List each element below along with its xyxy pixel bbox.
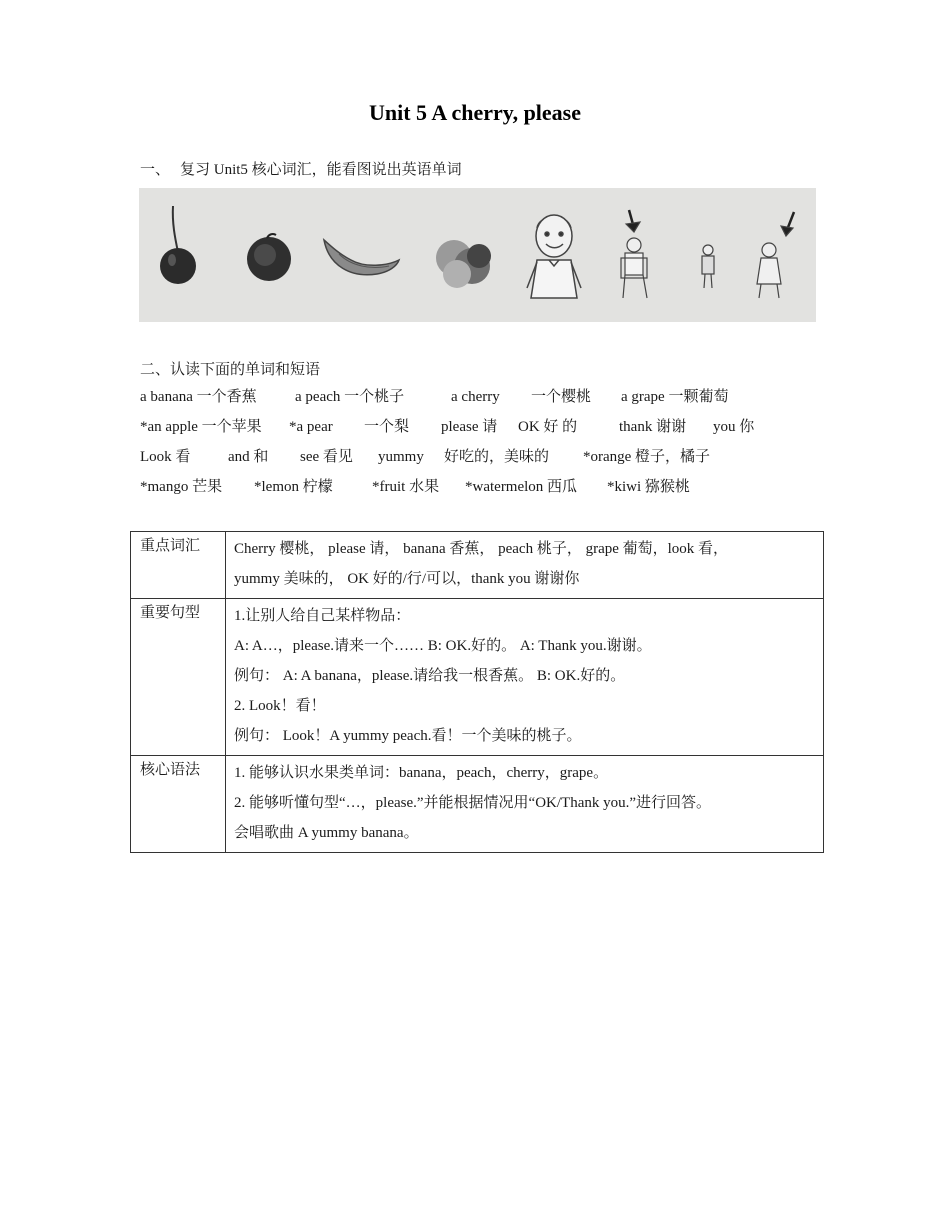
- banana-icon: [324, 240, 399, 275]
- vocab-row: [140, 446, 840, 476]
- page-title: Unit 5 A cherry, please: [368, 100, 582, 125]
- vocab-item: *fruit 水果: [372, 479, 440, 495]
- vocab-row: [140, 476, 840, 506]
- vocab-item: OK 好 的: [518, 419, 578, 435]
- grape-icon: [436, 240, 491, 288]
- row-label-key-vocab: 重点词汇: [131, 532, 226, 599]
- vocab-item: and 和: [228, 449, 269, 465]
- vocab-item: *kiwi 猕猴桃: [607, 479, 690, 495]
- vocab-item: *orange 橙子，橘子: [583, 449, 711, 465]
- content-line: 1.让别人给自己某样物品：: [234, 608, 411, 624]
- content-line: 2. 能够听懂句型“…，please.”并能根据情况用“OK/Thank you.”进行回答。: [234, 795, 712, 811]
- vocab-item: please 请: [441, 419, 498, 435]
- content-line: A: A…，please.请来一个…… B: OK.好的。 A: Thank you.谢谢。: [234, 638, 652, 654]
- vocab-item: Look 看: [140, 449, 191, 465]
- vocab-item: thank 谢谢: [619, 419, 687, 435]
- table-row: [131, 599, 824, 756]
- vocab-item: a grape 一颗葡萄: [621, 389, 729, 405]
- content-line: yummy 美味的， OK 好的/行/可以，thank you 谢谢你: [234, 571, 580, 587]
- grandfather-icon: [621, 210, 647, 298]
- vocab-item: you 你: [713, 419, 755, 435]
- content-line: 1. 能够认识水果类单词：banana，peach，cherry，grape。: [234, 765, 609, 781]
- section-2-heading: 二、认读下面的单词和短语: [140, 362, 321, 378]
- section-1-heading: [140, 158, 462, 179]
- vocab-item: a banana 一个香蕉: [140, 389, 257, 405]
- child-icon: [702, 245, 714, 288]
- vocab-item: see 看见: [300, 449, 353, 465]
- vocab-item: a cherry: [451, 389, 500, 405]
- peach-icon: [247, 234, 291, 281]
- vocab-row: [140, 416, 840, 446]
- vocab-item: 一个梨: [364, 419, 410, 435]
- vocab-row: [140, 386, 840, 416]
- vocab-item: *watermelon 西瓜: [465, 479, 578, 495]
- vocab-item: *a pear: [289, 419, 333, 435]
- content-line: 会唱歌曲 A yummy banana。: [234, 825, 419, 841]
- content-line: 例句： A: A banana，please.请给我一根香蕉。 B: OK.好的。: [234, 668, 626, 684]
- table-row: [131, 532, 824, 599]
- section-1-text: 复习 Unit5 核心词汇，能看图说出英语单词: [180, 162, 462, 178]
- cherry-icon: [160, 206, 196, 284]
- content-line: Cherry 樱桃， please 请， banana 香蕉， peach 桃子， grape 葡萄，look 看，: [234, 541, 729, 557]
- vocab-item: *mango 芒果: [140, 479, 223, 495]
- vocab-item: a peach 一个桃子: [295, 389, 405, 405]
- section-1-number: 一、: [140, 162, 171, 178]
- row-label-core-grammar: 核心语法: [131, 756, 226, 853]
- vocab-item: 一个樱桃: [531, 389, 592, 405]
- row-content-key-vocab: [226, 532, 824, 599]
- vocab-list: [140, 386, 840, 506]
- vocab-item: 好吃的，美味的: [444, 449, 550, 465]
- row-label-key-sentences: 重要句型: [131, 599, 226, 756]
- table-row: [131, 756, 824, 853]
- boy-icon: [527, 215, 581, 298]
- row-content-key-sentences: [226, 599, 824, 756]
- summary-table: [130, 531, 824, 853]
- content-line: 例句： Look！A yummy peach.看！一个美味的桃子。: [234, 728, 582, 744]
- grandmother-icon: [757, 212, 794, 298]
- row-content-core-grammar: [226, 756, 824, 853]
- vocab-item: *lemon 柠檬: [254, 479, 333, 495]
- vocab-item: yummy: [378, 449, 424, 465]
- vocab-item: *an apple 一个苹果: [140, 419, 262, 435]
- content-line: 2. Look！看！: [234, 698, 326, 714]
- picture-strip: [139, 188, 816, 322]
